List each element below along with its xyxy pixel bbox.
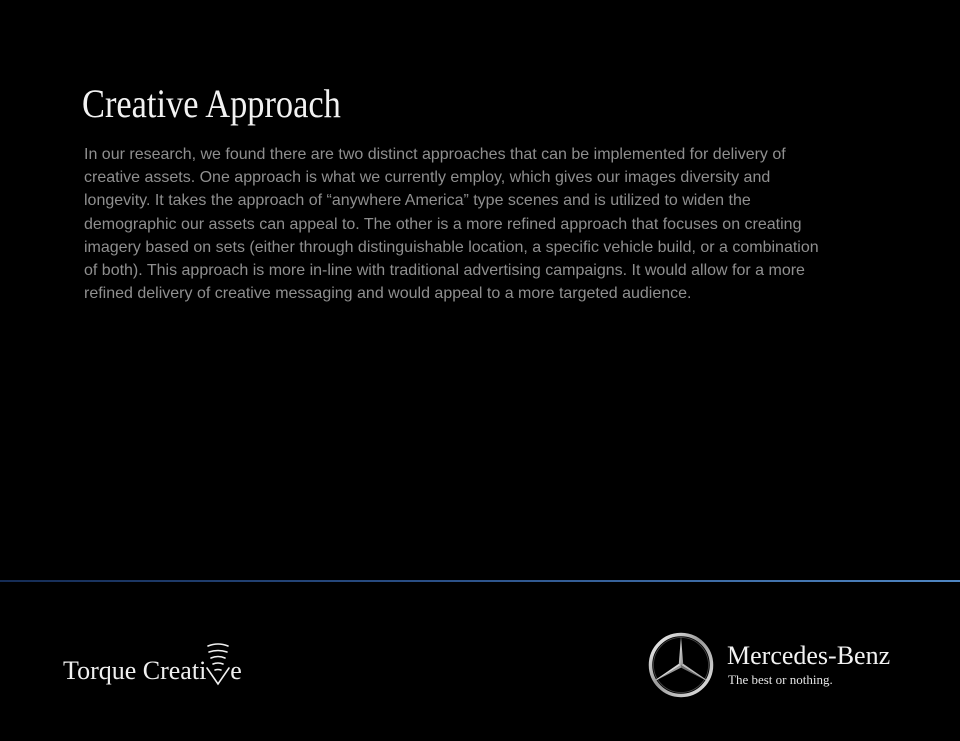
page-title: Creative Approach [82, 81, 341, 126]
torque-logo-text-start: Torque Creati [63, 656, 207, 685]
torque-creative-logo [63, 642, 242, 686]
body-paragraph: In our research, we found there are two distinct approaches that can be implemented for delivery of creative assets. One approach is what we currently employ, which gives our images diversity and longevity. It takes the approach of “anywhere America” type scenes and is utilized to widen the demographic our assets can appeal to. The other is a more refined approach that focuses on creating imagery based on sets (either through distinguishable location, a specific vehicle build, or a combination of both). This approach is more in-line with traditional advertising campaigns. It would allow for a more refined delivery of creative messaging and would appeal to a more targeted audience. [84, 146, 819, 303]
mercedes-tagline: The best or nothing. [728, 672, 833, 687]
footer-divider [0, 580, 960, 582]
mercedes-benz-wordmark: Mercedes-Benz [727, 641, 891, 670]
tornado-v-icon [205, 642, 231, 686]
torque-logo-text-end: e [230, 656, 242, 685]
mercedes-star-icon [648, 632, 714, 698]
